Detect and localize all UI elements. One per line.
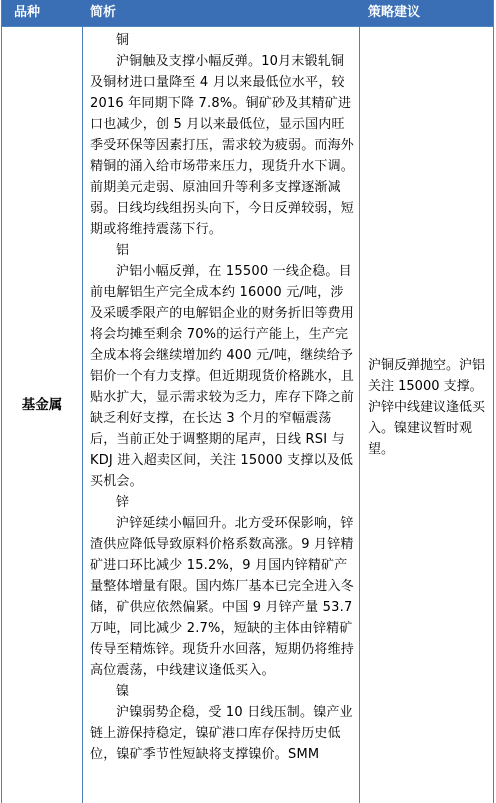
section-title-zinc: 锌 <box>116 495 130 510</box>
column-divider-1 <box>82 26 83 803</box>
strategy-table <box>1 0 494 803</box>
section-text-nickel: 沪镍弱势企稳，受 10 日线压制。镍产业链上游保持稳定，镍矿港口库存保持历史低位，镍矿季节性短缺将支撑镍价。SMM <box>90 705 353 762</box>
section-text-zinc: 沪锌延续小幅回升。北方受环保影响，锌渣供应降低导致原料价格系数高涨。9 月锌精矿进口环比减少 15.2%，9 月国内锌精矿产量整体增量有限。国内炼厂基本已完全进入冬储，矿供应依然偏紧。中国 9 月锌产量 53.7 万吨，同比减少 2.7%，短缺的主体由锌精矿传导至精炼锌。现货升水回落，短期仍将维持高位震荡，中线建议逢低买入。 <box>90 516 355 678</box>
header-strategy: 策略建议 <box>368 5 421 20</box>
section-text-copper: 沪铜触及支撑小幅反弹。10月末锻轧铜及铜材进口量降至 4 月以来最低位水平，较 2016 年同期下降 7.8%。铜矿砂及其精矿进口也减少，创 5 月以来最低位，显示国内旺季受环保等因素打压，需求较为疲弱。而海外精铜的涌入给市场带来压力，现货升水下调。前期美元走弱、原油回升等利多支撑逐渐减弱。日线均线组拐头向下，今日反弹较弱，短期或将维持震荡下行。 <box>90 54 355 237</box>
analysis-cell <box>90 30 355 765</box>
strategy-cell: 沪铜反弹抛空。沪铝关注 15000 支撑。沪锌中线建议逢低买入。镍建议暂时观望。 <box>368 358 486 457</box>
table-header <box>2 0 493 26</box>
section-text-aluminum: 沪铝小幅反弹，在 15500 一线企稳。目前电解铝生产完全成本约 16000 元/吨，涉及采暖季限产的电解铝企业的财务折旧等费用将会均摊至剩余 70%的运行产能上，生产完全成本将会继续增加约 400 元/吨，继续给予铝价一个有力支撑。但近期现货价格跳水，且贴水扩大，显示需求较为乏力，库存下降之前缺乏利好支撑，在长达 3 个月的窄幅震荡后，当前正处于调整期的尾声，日线 RSI 与 KDJ 进入超卖区间，关注 15000 支撑以及低买机会。 <box>90 264 355 489</box>
section-title-copper: 铜 <box>116 33 130 48</box>
column-divider-2 <box>359 26 360 803</box>
category-cell: 基金属 <box>21 397 63 413</box>
header-category: 品种 <box>14 5 41 20</box>
section-title-nickel: 镍 <box>116 684 130 699</box>
header-analysis: 简析 <box>90 5 117 20</box>
section-title-aluminum: 铝 <box>116 243 130 258</box>
header-divider <box>2 26 493 27</box>
